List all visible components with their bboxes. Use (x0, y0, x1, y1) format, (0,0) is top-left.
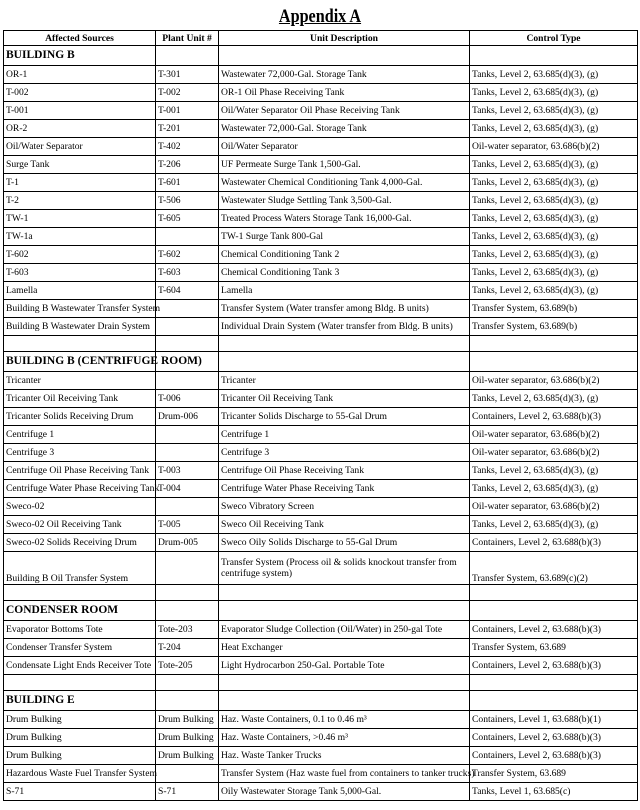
affected-source-cell: Building B Oil Transfer System (4, 552, 156, 585)
table-row (4, 372, 638, 390)
unit-description-cell: Evaporator Sludge Collection (Oil/Water) in 250-gal Tote (219, 621, 470, 639)
unit-description-cell: Transfer System (Haz waste fuel from containers to tanker trucks) (219, 765, 470, 783)
section-header-row (4, 601, 638, 621)
control-type-cell: Containers, Level 1, 63.688(b)(1) (470, 711, 638, 729)
table-row (4, 156, 638, 174)
empty-cell (4, 585, 156, 601)
unit-description-cell: Centrifuge Water Phase Receiving Tank (219, 480, 470, 498)
control-type-cell: Containers, Level 2, 63.688(b)(3) (470, 621, 638, 639)
plant-unit-cell (156, 552, 219, 585)
plant-unit-cell: T-004 (156, 480, 219, 498)
table-row (4, 228, 638, 246)
section-title: BUILDING E (4, 691, 156, 711)
control-type-cell: Oil-water separator, 63.686(b)(2) (470, 426, 638, 444)
affected-source-cell: T-001 (4, 102, 156, 120)
affected-sources-table (3, 30, 638, 801)
affected-source-cell: Condenser Transfer System (4, 639, 156, 657)
plant-unit-cell: T-005 (156, 516, 219, 534)
affected-source-cell: Tricanter (4, 372, 156, 390)
table-row (4, 534, 638, 552)
control-type-cell: Tanks, Level 2, 63.685(d)(3), (g) (470, 390, 638, 408)
table-row (4, 747, 638, 765)
table-row (4, 729, 638, 747)
empty-cell (470, 675, 638, 691)
plant-unit-cell: T-603 (156, 264, 219, 282)
empty-cell (156, 585, 219, 601)
empty-cell (4, 336, 156, 352)
unit-description-cell: Tricanter Oil Receiving Tank (219, 390, 470, 408)
control-type-cell: Transfer System, 63.689 (470, 639, 638, 657)
affected-source-cell: Oil/Water Separator (4, 138, 156, 156)
plant-unit-cell: T-301 (156, 66, 219, 84)
table-row (4, 657, 638, 675)
unit-description-cell: UF Permeate Surge Tank 1,500-Gal. (219, 156, 470, 174)
plant-unit-cell: T-001 (156, 102, 219, 120)
affected-source-cell: Centrifuge Water Phase Receiving Tank (4, 480, 156, 498)
unit-description-cell: Transfer System (Process oil & solids knockout transfer from centrifuge system) (219, 552, 470, 585)
affected-source-cell: T-602 (4, 246, 156, 264)
control-type-cell: Tanks, Level 2, 63.685(d)(3), (g) (470, 210, 638, 228)
header-unit-description: Unit Description (219, 31, 470, 46)
table-row (4, 120, 638, 138)
empty-cell (156, 691, 219, 711)
unit-description-cell: Lamella (219, 282, 470, 300)
plant-unit-cell (156, 444, 219, 462)
affected-source-cell: Surge Tank (4, 156, 156, 174)
table-row (4, 390, 638, 408)
affected-source-cell: Sweco-02 Oil Receiving Tank (4, 516, 156, 534)
section-title: BUILDING B (CENTRIFUGE ROOM) (4, 352, 156, 372)
affected-source-cell: Drum Bulking (4, 729, 156, 747)
header-plant-unit: Plant Unit # (156, 31, 219, 46)
control-type-cell: Tanks, Level 2, 63.685(d)(3), (g) (470, 282, 638, 300)
unit-description-cell: Individual Drain System (Water transfer from Bldg. B units) (219, 318, 470, 336)
section-header-row (4, 691, 638, 711)
table-row (4, 462, 638, 480)
control-type-cell: Tanks, Level 2, 63.685(d)(3), (g) (470, 516, 638, 534)
header-control-type: Control Type (470, 31, 638, 46)
table-row (4, 552, 638, 585)
control-type-cell: Tanks, Level 2, 63.685(d)(3), (g) (470, 156, 638, 174)
section-title: CONDENSER ROOM (4, 601, 156, 621)
table-row (4, 408, 638, 426)
control-type-cell: Tanks, Level 2, 63.685(d)(3), (g) (470, 462, 638, 480)
plant-unit-cell: T-402 (156, 138, 219, 156)
control-type-cell: Tanks, Level 1, 63.685(c) (470, 783, 638, 801)
table-row (4, 480, 638, 498)
affected-source-cell: T-1 (4, 174, 156, 192)
unit-description-cell: Chemical Conditioning Tank 2 (219, 246, 470, 264)
control-type-cell: Tanks, Level 2, 63.685(d)(3), (g) (470, 192, 638, 210)
empty-cell (470, 691, 638, 711)
table-row (4, 300, 638, 318)
control-type-cell: Transfer System, 63.689(c)(2) (470, 552, 638, 585)
table-row (4, 264, 638, 282)
unit-description-cell: Haz. Waste Containers, 0.1 to 0.46 m³ (219, 711, 470, 729)
section-header-row (4, 46, 638, 66)
table-row (4, 426, 638, 444)
control-type-cell: Containers, Level 2, 63.688(b)(3) (470, 408, 638, 426)
empty-cell (470, 601, 638, 621)
plant-unit-cell: T-006 (156, 390, 219, 408)
control-type-cell: Transfer System, 63.689 (470, 765, 638, 783)
empty-cell (470, 585, 638, 601)
affected-source-cell: Centrifuge 1 (4, 426, 156, 444)
affected-source-cell: Tricanter Solids Receiving Drum (4, 408, 156, 426)
unit-description-cell: Transfer System (Water transfer among Bldg. B units) (219, 300, 470, 318)
unit-description-cell: Centrifuge 1 (219, 426, 470, 444)
empty-cell (156, 675, 219, 691)
table-row (4, 174, 638, 192)
plant-unit-cell: Drum Bulking (156, 729, 219, 747)
plant-unit-cell (156, 318, 219, 336)
plant-unit-cell: Tote-203 (156, 621, 219, 639)
unit-description-cell: Oil/Water Separator (219, 138, 470, 156)
unit-description-cell: Tricanter Solids Discharge to 55-Gal Drum (219, 408, 470, 426)
plant-unit-cell: S-71 (156, 783, 219, 801)
empty-cell (470, 336, 638, 352)
control-type-cell: Oil-water separator, 63.686(b)(2) (470, 372, 638, 390)
plant-unit-cell: T-201 (156, 120, 219, 138)
plant-unit-cell: T-204 (156, 639, 219, 657)
table-row (4, 639, 638, 657)
unit-description-cell: TW-1 Surge Tank 800-Gal (219, 228, 470, 246)
plant-unit-cell (156, 300, 219, 318)
unit-description-cell: Centrifuge Oil Phase Receiving Tank (219, 462, 470, 480)
empty-cell (219, 46, 470, 66)
plant-unit-cell: T-602 (156, 246, 219, 264)
empty-cell (470, 46, 638, 66)
empty-cell (156, 46, 219, 66)
control-type-cell: Oil-water separator, 63.686(b)(2) (470, 444, 638, 462)
empty-cell (156, 336, 219, 352)
unit-description-cell: Light Hydrocarbon 250-Gal. Portable Tote (219, 657, 470, 675)
affected-source-cell: Sweco-02 (4, 498, 156, 516)
table-row (4, 192, 638, 210)
empty-cell (470, 352, 638, 372)
page-title: Appendix A (278, 6, 362, 27)
affected-source-cell: T-603 (4, 264, 156, 282)
affected-source-cell: Condensate Light Ends Receiver Tote (4, 657, 156, 675)
affected-source-cell: Tricanter Oil Receiving Tank (4, 390, 156, 408)
table-row (4, 210, 638, 228)
affected-source-cell: OR-1 (4, 66, 156, 84)
unit-description-cell: Oil/Water Separator Oil Phase Receiving Tank (219, 102, 470, 120)
empty-cell (219, 691, 470, 711)
unit-description-cell: Centrifuge 3 (219, 444, 470, 462)
section-header-row (4, 352, 638, 372)
affected-source-cell: Sweco-02 Solids Receiving Drum (4, 534, 156, 552)
plant-unit-cell: T-206 (156, 156, 219, 174)
unit-description-cell: Oily Wastewater Storage Tank 5,000-Gal. (219, 783, 470, 801)
plant-unit-cell (156, 498, 219, 516)
plant-unit-cell: T-506 (156, 192, 219, 210)
plant-unit-cell (156, 372, 219, 390)
spacer-row (4, 585, 638, 601)
table-row (4, 498, 638, 516)
empty-cell (219, 352, 470, 372)
control-type-cell: Oil-water separator, 63.686(b)(2) (470, 498, 638, 516)
control-type-cell: Tanks, Level 2, 63.685(d)(3), (g) (470, 66, 638, 84)
control-type-cell: Tanks, Level 2, 63.685(d)(3), (g) (470, 264, 638, 282)
table-row (4, 138, 638, 156)
affected-source-cell: Drum Bulking (4, 747, 156, 765)
affected-source-cell: Drum Bulking (4, 711, 156, 729)
plant-unit-cell: Tote-205 (156, 657, 219, 675)
affected-source-cell: Lamella (4, 282, 156, 300)
unit-description-cell: Tricanter (219, 372, 470, 390)
affected-source-cell: OR-2 (4, 120, 156, 138)
affected-source-cell: TW-1a (4, 228, 156, 246)
unit-description-cell: Heat Exchanger (219, 639, 470, 657)
control-type-cell: Tanks, Level 2, 63.685(d)(3), (g) (470, 84, 638, 102)
unit-description-cell: Sweco Oily Solids Discharge to 55-Gal Drum (219, 534, 470, 552)
plant-unit-cell: Drum Bulking (156, 711, 219, 729)
control-type-cell: Containers, Level 2, 63.688(b)(3) (470, 534, 638, 552)
unit-description-cell: Wastewater Chemical Conditioning Tank 4,000-Gal. (219, 174, 470, 192)
unit-description-cell: Haz. Waste Tanker Trucks (219, 747, 470, 765)
table-row (4, 444, 638, 462)
affected-source-cell: Hazardous Waste Fuel Transfer System (4, 765, 156, 783)
table-row (4, 282, 638, 300)
unit-description-cell: OR-1 Oil Phase Receiving Tank (219, 84, 470, 102)
control-type-cell: Containers, Level 2, 63.688(b)(3) (470, 729, 638, 747)
plant-unit-cell: T-604 (156, 282, 219, 300)
affected-source-cell: TW-1 (4, 210, 156, 228)
affected-source-cell: T-2 (4, 192, 156, 210)
table-row (4, 711, 638, 729)
plant-unit-cell: T-003 (156, 462, 219, 480)
control-type-cell: Containers, Level 2, 63.688(b)(3) (470, 747, 638, 765)
control-type-cell: Tanks, Level 2, 63.685(d)(3), (g) (470, 102, 638, 120)
table-row (4, 621, 638, 639)
table-row (4, 516, 638, 534)
unit-description-cell: Chemical Conditioning Tank 3 (219, 264, 470, 282)
plant-unit-cell: T-601 (156, 174, 219, 192)
plant-unit-cell (156, 765, 219, 783)
control-type-cell: Tanks, Level 2, 63.685(d)(3), (g) (470, 120, 638, 138)
control-type-cell: Transfer System, 63.689(b) (470, 300, 638, 318)
table-body (4, 46, 638, 801)
plant-unit-cell: T-002 (156, 84, 219, 102)
control-type-cell: Transfer System, 63.689(b) (470, 318, 638, 336)
control-type-cell: Oil-water separator, 63.686(b)(2) (470, 138, 638, 156)
plant-unit-cell: Drum Bulking (156, 747, 219, 765)
control-type-cell: Tanks, Level 2, 63.685(d)(3), (g) (470, 246, 638, 264)
empty-cell (156, 601, 219, 621)
control-type-cell: Containers, Level 2, 63.688(b)(3) (470, 657, 638, 675)
affected-source-cell: S-71 (4, 783, 156, 801)
table-row (4, 66, 638, 84)
affected-source-cell: Centrifuge 3 (4, 444, 156, 462)
empty-cell (219, 336, 470, 352)
table-row (4, 783, 638, 801)
table-header-row (4, 31, 638, 46)
affected-source-cell: Building B Wastewater Drain System (4, 318, 156, 336)
plant-unit-cell: Drum-006 (156, 408, 219, 426)
empty-cell (219, 585, 470, 601)
table-row (4, 765, 638, 783)
table-row (4, 84, 638, 102)
table-row (4, 318, 638, 336)
unit-description-cell: Wastewater 72,000-Gal. Storage Tank (219, 66, 470, 84)
affected-source-cell: T-002 (4, 84, 156, 102)
plant-unit-cell (156, 426, 219, 444)
section-title: BUILDING B (4, 46, 156, 66)
empty-cell (4, 675, 156, 691)
control-type-cell: Tanks, Level 2, 63.685(d)(3), (g) (470, 228, 638, 246)
unit-description-cell: Haz. Waste Containers, >0.46 m³ (219, 729, 470, 747)
unit-description-cell: Sweco Oil Receiving Tank (219, 516, 470, 534)
table-row (4, 246, 638, 264)
empty-cell (219, 675, 470, 691)
plant-unit-cell (156, 228, 219, 246)
spacer-row (4, 336, 638, 352)
table-row (4, 102, 638, 120)
affected-source-cell: Evaporator Bottoms Tote (4, 621, 156, 639)
unit-description-cell: Wastewater 72,000-Gal. Storage Tank (219, 120, 470, 138)
control-type-cell: Tanks, Level 2, 63.685(d)(3), (g) (470, 480, 638, 498)
header-affected-sources: Affected Sources (4, 31, 156, 46)
control-type-cell: Tanks, Level 2, 63.685(d)(3), (g) (470, 174, 638, 192)
affected-source-cell: Building B Wastewater Transfer System (4, 300, 156, 318)
plant-unit-cell: Drum-005 (156, 534, 219, 552)
spacer-row (4, 675, 638, 691)
unit-description-cell: Treated Process Waters Storage Tank 16,000-Gal. (219, 210, 470, 228)
empty-cell (219, 601, 470, 621)
plant-unit-cell: T-605 (156, 210, 219, 228)
affected-source-cell: Centrifuge Oil Phase Receiving Tank (4, 462, 156, 480)
unit-description-cell: Wastewater Sludge Settling Tank 3,500-Gal. (219, 192, 470, 210)
unit-description-cell: Sweco Vibratory Screen (219, 498, 470, 516)
